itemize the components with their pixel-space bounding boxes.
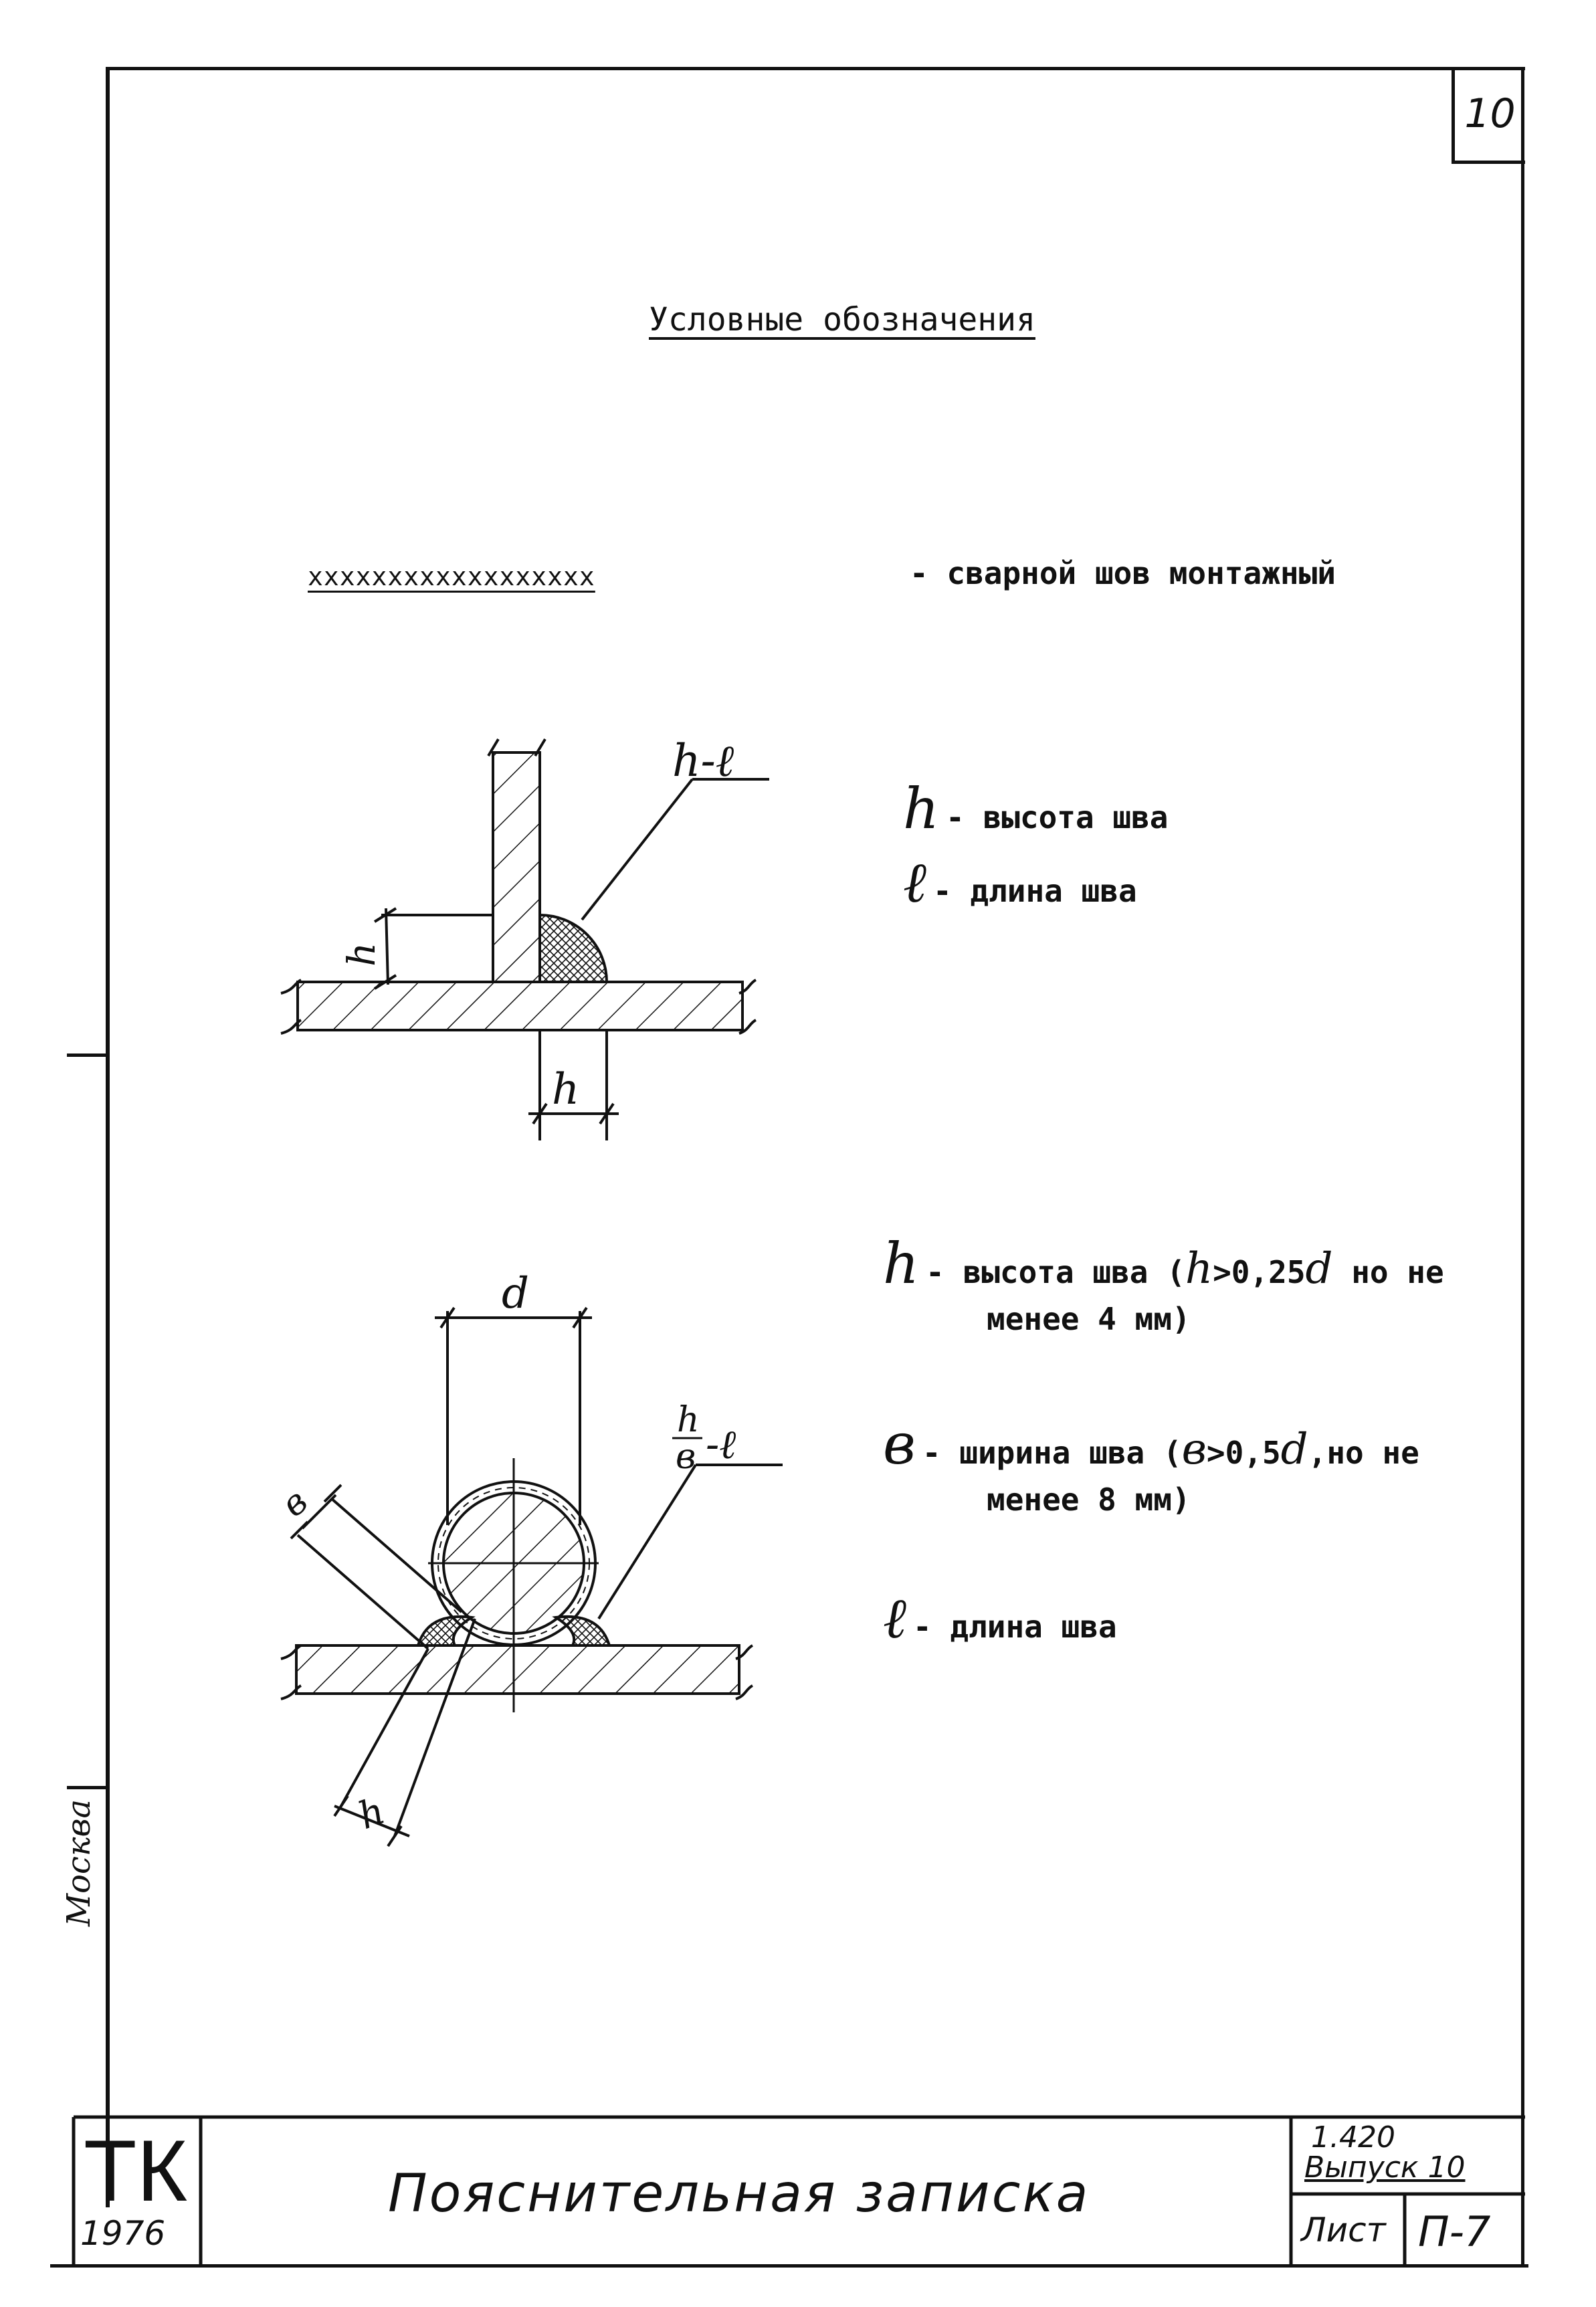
weld-legend-text: - сварной шов монтажный (910, 555, 1336, 591)
legend-text: но не (1332, 1254, 1444, 1290)
org-year: 1976 (80, 2214, 166, 2253)
legend-text: - длина шва (913, 1609, 1117, 1645)
sheet-label: Лист (1301, 2211, 1386, 2249)
symbol-h: h (903, 776, 940, 841)
symbol-l: ℓ (903, 849, 926, 915)
weld-symbol: xxxxxxxxxxxxxxxxxx (308, 562, 595, 591)
page-number: 10 (1452, 67, 1525, 164)
legend-text: - длина шва (933, 873, 1137, 909)
fig2-legend-b-line2: менее 8 мм) (987, 1482, 1191, 1518)
fig2-callout-top: h (677, 1400, 700, 1440)
legend-text: ,но не (1308, 1435, 1419, 1471)
org-mark: ТК (84, 2122, 188, 2219)
fig1-dim-h-vertical: h (340, 942, 384, 967)
fig2-legend-h-line2: менее 4 мм) (987, 1301, 1191, 1337)
legend-text: - высота шва ( (926, 1254, 1185, 1290)
fig2-dim-h: h (353, 1789, 391, 1839)
symbol-b: в (883, 1411, 916, 1477)
series-number: 1.420 (1311, 2120, 1395, 2154)
fig2-dim-b: в (274, 1481, 316, 1525)
legend-text: >0,25 (1213, 1254, 1306, 1290)
fig2-callout-suffix: -ℓ (706, 1421, 736, 1468)
fig2-dim-d: d (502, 1269, 529, 1318)
symbol-l: ℓ (883, 1585, 906, 1651)
symbol-h: h (1185, 1244, 1213, 1294)
sheet-number: П-7 (1418, 2207, 1491, 2256)
fig2-callout-bottom: в (676, 1437, 696, 1477)
document-title: Пояснительная записка (388, 2164, 1090, 2224)
legend-text: - ширина шва ( (922, 1435, 1182, 1471)
legend-text: - высота шва (946, 799, 1169, 835)
fig1-dim-h-horizontal: h (552, 1065, 580, 1114)
symbol-d: d (1280, 1425, 1308, 1474)
issue-number: Выпуск 10 (1304, 2150, 1466, 2185)
symbol-h: h (883, 1231, 920, 1296)
figure-1-tee-weld (281, 739, 769, 1140)
symbol-b: в (1181, 1425, 1207, 1474)
symbol-d: d (1305, 1244, 1333, 1294)
page-title: Условные обозначения (649, 301, 1035, 338)
fig1-callout-label: h-ℓ (672, 735, 734, 787)
figure-2-round-bar-weld (281, 1308, 783, 1846)
legend-text: >0,5 (1206, 1435, 1281, 1471)
